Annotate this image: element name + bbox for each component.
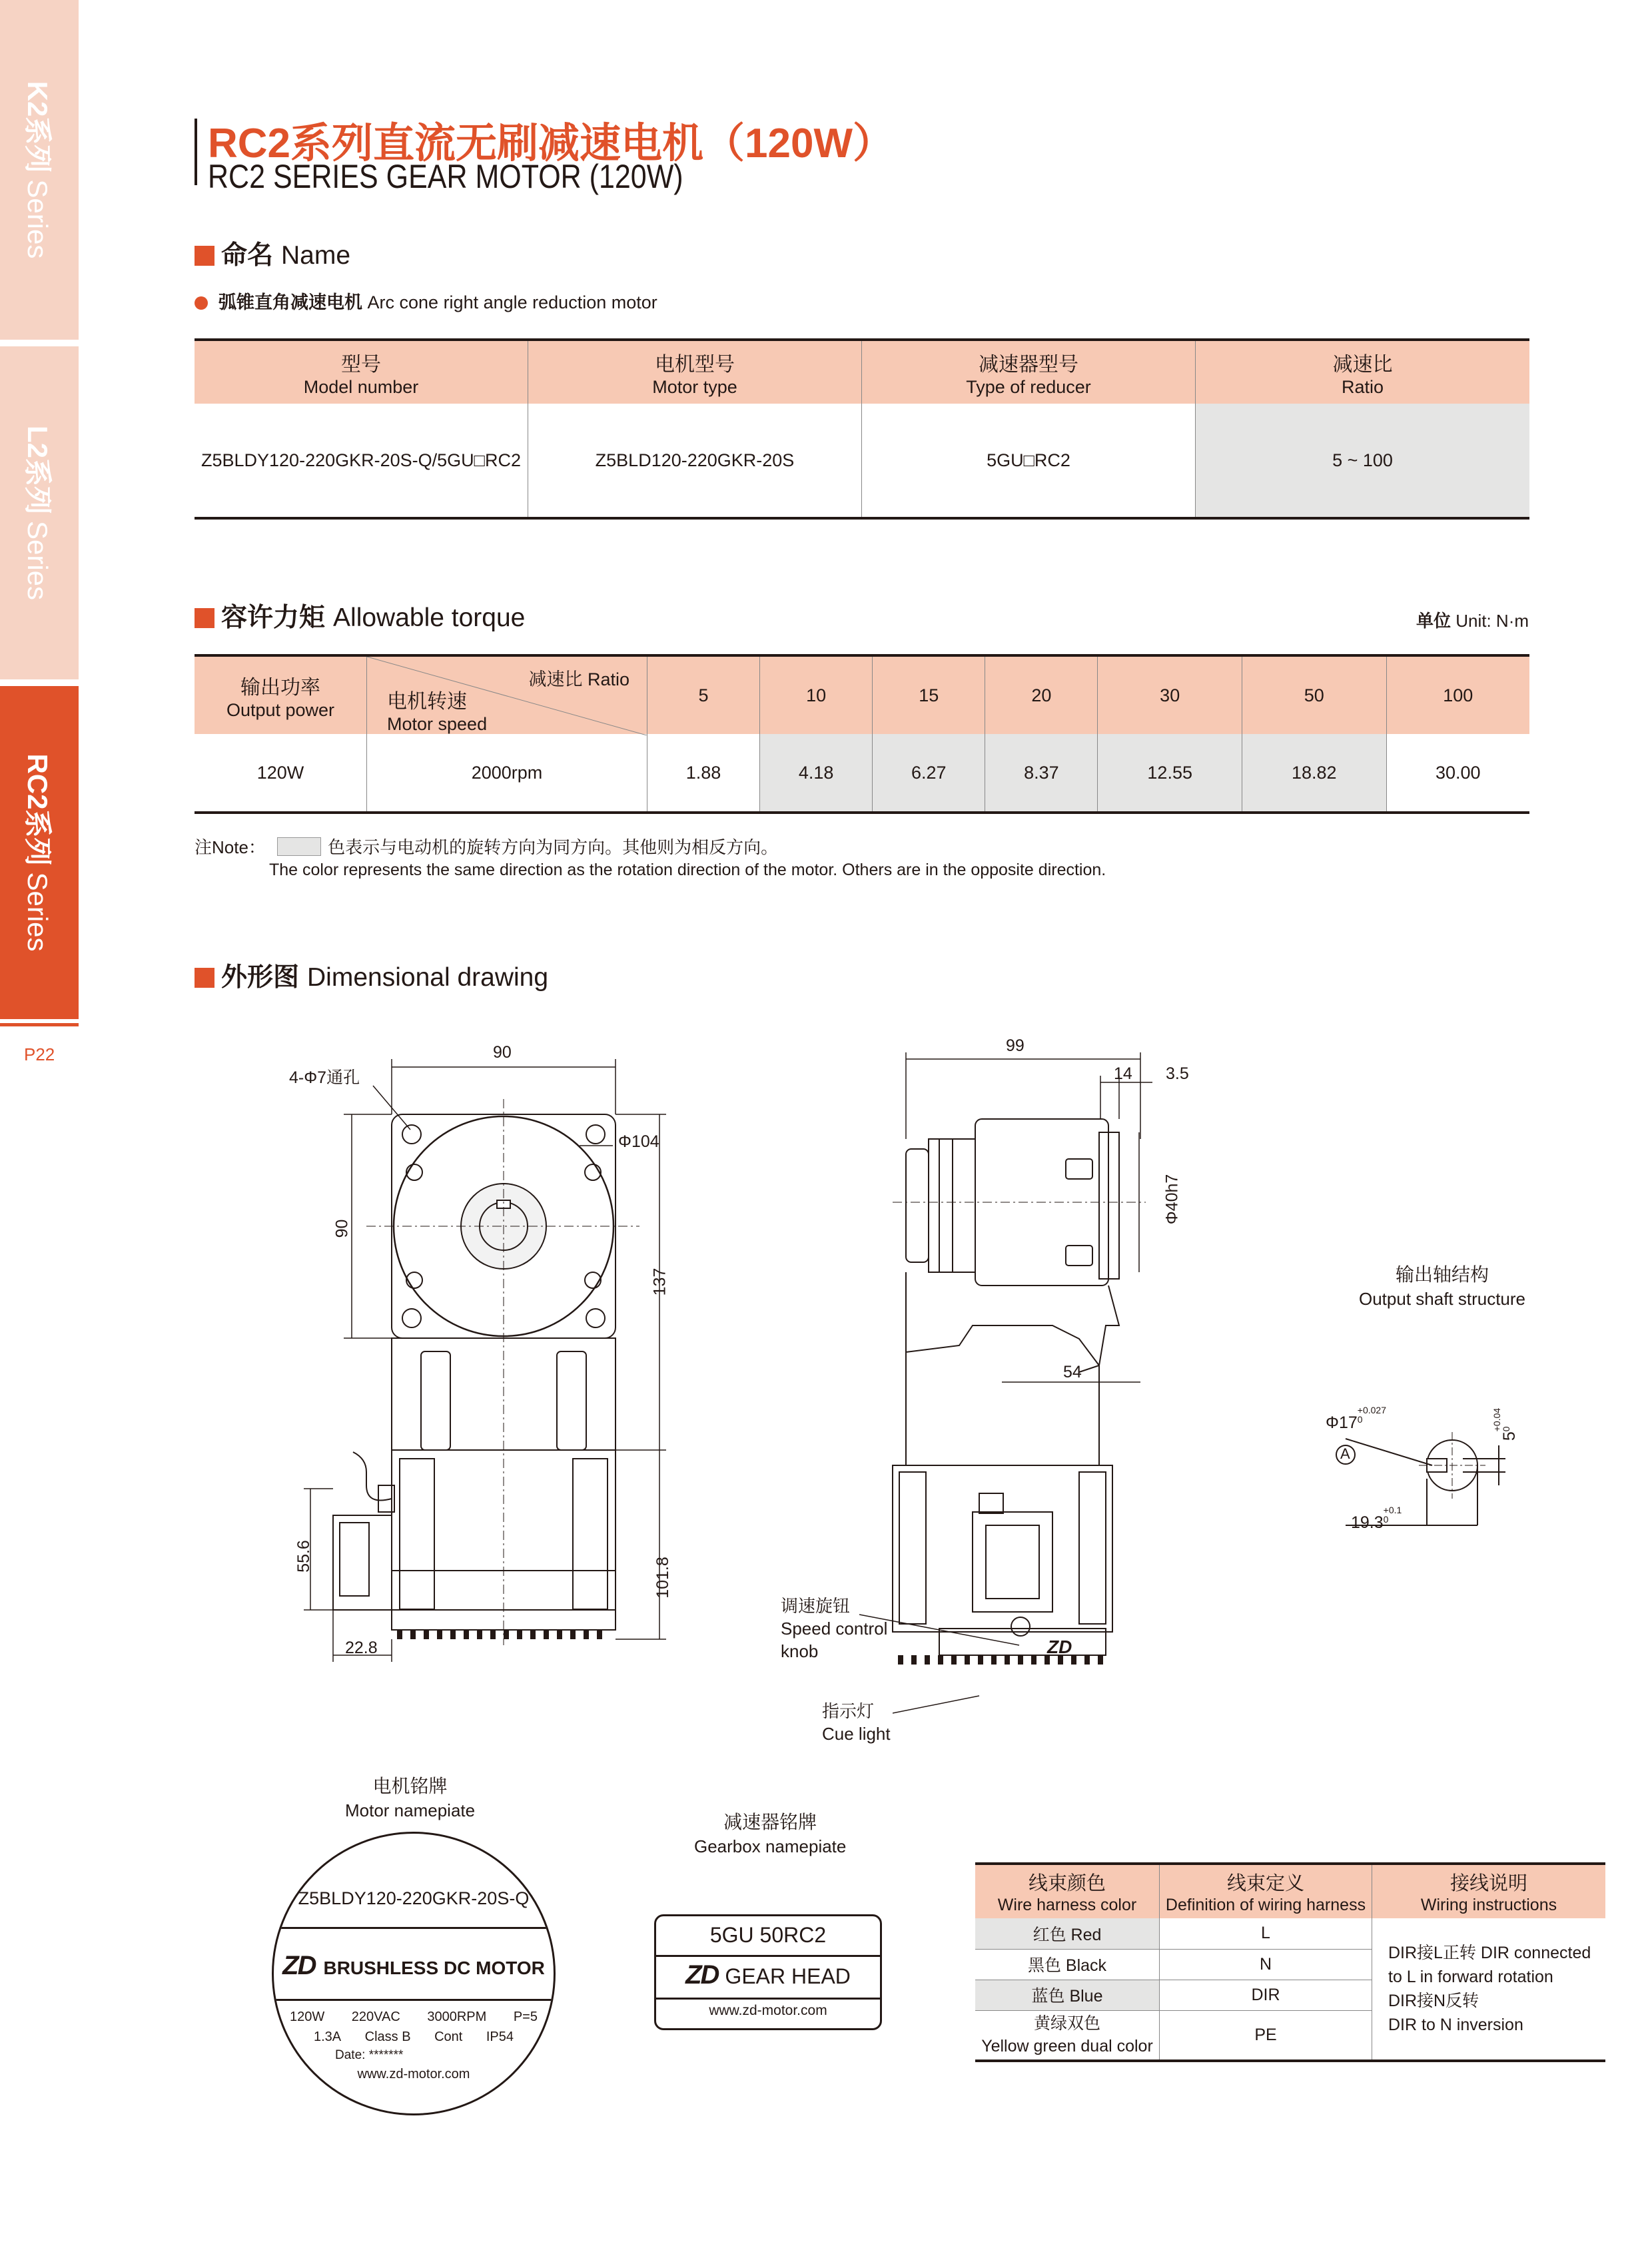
dim-14: 14 xyxy=(1114,1064,1132,1083)
zd-logo-icon: ZD xyxy=(685,1960,719,1990)
name-cell-motor: Z5BLD120-220GKR-20S xyxy=(528,404,862,518)
dim-22-8: 22.8 xyxy=(345,1639,378,1657)
gearbox-nameplate-model: 5GU 50RC2 xyxy=(709,1923,827,1947)
motor-nameplate-band2 xyxy=(274,1999,554,2001)
gearbox-nameplate-line xyxy=(656,1955,880,1957)
title-bar xyxy=(195,119,197,185)
torque-header-power: 输出功率 Output power xyxy=(195,655,367,734)
wiring-instructions-cell: DIR接L正转 DIR connected to L in forward rotation DIR接N反转 DIR to N inversion xyxy=(1388,1944,1591,2034)
torque-ratio-20: 20 xyxy=(985,655,1098,734)
page-number: P22 xyxy=(24,1044,55,1064)
wiring-header-def: 线束定义 Definition of wiring harness xyxy=(1160,1864,1372,1918)
dim-90-top: 90 xyxy=(493,1043,512,1062)
dim-99: 99 xyxy=(1006,1036,1025,1055)
wiring-header-color: 线束颜色 Wire harness color xyxy=(975,1864,1160,1918)
dim-phi40: Φ40h7 xyxy=(1162,1174,1182,1225)
motor-nameplate-row1: 120W 220VAC 3000RPM P=5 xyxy=(290,2010,538,2024)
motor-nameplate-model: Z5BLDY120-220GKR-20S-Q xyxy=(298,1888,530,1908)
torque-header-ratio-label: 减速比 Ratio xyxy=(528,669,629,689)
name-cell-reducer: 5GU□RC2 xyxy=(862,404,1196,518)
cue-leader xyxy=(893,1692,986,1718)
shaft-datum: A xyxy=(1340,1445,1350,1462)
side-tab-k2-label: K2系列Series xyxy=(22,81,53,259)
name-header-motor: 电机型号 Motor type xyxy=(528,340,862,404)
motor-nameplate-brand-row: ZD BRUSHLESS DC MOTOR xyxy=(282,1951,545,1980)
dim-54: 54 xyxy=(1063,1363,1082,1381)
wiring-color-cell: 黄绿双色 Yellow green dual color xyxy=(975,2010,1160,2061)
torque-ratio-30: 30 xyxy=(1098,655,1242,734)
gearbox-nameplate-web: www.zd-motor.com xyxy=(709,2003,827,2018)
torque-ratio-100: 100 xyxy=(1443,685,1473,705)
wiring-def-cell: L xyxy=(1160,1918,1372,1949)
torque-value: 6.27 xyxy=(873,734,985,813)
torque-value: 18.82 xyxy=(1242,734,1386,813)
torque-value: 30.00 xyxy=(1435,762,1481,783)
note-line2: The color represents the same direction as the rotation direction of the motor. Others are in the opposite direction. xyxy=(269,861,1106,879)
dim-137: 137 xyxy=(650,1268,669,1296)
shaft-d5: 5+0.04 0 xyxy=(1491,1407,1519,1441)
torque-value: 12.55 xyxy=(1098,734,1242,813)
motor-nameplate-caption: 电机铭牌 Motor namepiate xyxy=(345,1776,476,1820)
drawing-heading: 外形图 Dimensional drawing xyxy=(195,956,548,994)
wiring-def-cell: DIR xyxy=(1160,1980,1372,2010)
motor-nameplate-date: Date: ******* xyxy=(335,2048,404,2062)
name-cell-model: Z5BLDY120-220GKR-20S-Q/5GU□RC2 xyxy=(195,404,528,518)
torque-header-speed-ratio xyxy=(367,655,647,734)
note-swatch xyxy=(277,837,321,856)
wiring-def-cell: PE xyxy=(1160,2010,1372,2061)
gearbox-nameplate-caption: 减速器铭牌 Gearbox namepiate xyxy=(694,1812,847,1856)
svg-text:ZD: ZD xyxy=(1047,1637,1072,1657)
dim-101-8: 101.8 xyxy=(653,1557,672,1599)
side-tab-l2[interactable] xyxy=(0,346,79,679)
dim-3-5: 3.5 xyxy=(1166,1064,1189,1083)
motor-nameplate-band xyxy=(274,1927,554,1929)
tab-underline xyxy=(0,1023,79,1026)
wiring-color-cell: 红色 Red xyxy=(975,1918,1160,1949)
torque-ratio-50: 50 xyxy=(1242,655,1386,734)
motor-nameplate xyxy=(272,1832,556,2115)
shaft-title: 输出轴结构 Output shaft structure xyxy=(1359,1264,1526,1309)
torque-value: 4.18 xyxy=(760,734,873,813)
torque-heading: 容许力矩 Allowable torque xyxy=(195,597,525,634)
gearbox-nameplate-line2 xyxy=(656,1998,880,2000)
knob-leader xyxy=(859,1612,1032,1652)
wiring-def-cell: N xyxy=(1160,1949,1372,1980)
motor-nameplate-row2: 1.3A Class B Cont IP54 xyxy=(314,2030,514,2044)
torque-ratio-10: 10 xyxy=(760,655,873,734)
dim-holes: 4-Φ7通孔 xyxy=(289,1068,360,1087)
gearbox-nameplate xyxy=(654,1914,882,2030)
page-title-en: RC2 SERIES GEAR MOTOR (120W) xyxy=(208,158,683,195)
name-header-model: 型号 Model number xyxy=(195,340,528,404)
torque-table xyxy=(195,654,1529,814)
motor-nameplate-web: www.zd-motor.com xyxy=(357,2067,470,2081)
name-header-reducer: 减速器型号 Type of reducer xyxy=(862,340,1196,404)
torque-value: 1.88 xyxy=(647,734,760,813)
side-tab-l2-label: L2系列Series xyxy=(22,425,53,601)
gearbox-nameplate-brand-row: ZD GEAR HEAD xyxy=(685,1960,851,1990)
cue-light-label: 指示灯 Cue light xyxy=(822,1701,891,1744)
knob-label: 调速旋钮 Speed control knob xyxy=(781,1596,888,1661)
torque-header-speed-label: 电机转速 Motor speed xyxy=(387,691,488,734)
shaft-d19-3: 19.3+0.1 0 xyxy=(1351,1505,1402,1532)
torque-ratio-15: 15 xyxy=(873,655,985,734)
note-line1: 注Note： 色表示与电动机的旋转方向为同方向。其他则为相反方向。 xyxy=(195,837,779,857)
wiring-header-instructions: 接线说明 Wiring instructions xyxy=(1420,1873,1557,1914)
dim-55-6: 55.6 xyxy=(294,1540,313,1573)
name-cell-ratio: 5 ~ 100 xyxy=(1196,404,1530,518)
page-title-cn: RC2系列直流无刷减速电机（120W） xyxy=(208,121,894,167)
wiring-color-cell: 黑色 Black xyxy=(975,1949,1160,1980)
torque-value: 8.37 xyxy=(985,734,1098,813)
side-tab-rc2[interactable] xyxy=(0,686,79,1019)
torque-unit: 单位 Unit: N·m xyxy=(1416,611,1529,631)
wiring-color-cell: 蓝色 Blue xyxy=(975,1980,1160,2010)
torque-cell-speed: 2000rpm xyxy=(367,734,647,813)
zd-logo-icon: ZD xyxy=(282,1951,316,1980)
wiring-table xyxy=(975,1862,1605,2062)
side-tab-k2[interactable] xyxy=(0,0,79,340)
torque-ratio-5: 5 xyxy=(647,655,760,734)
name-heading: 命名 Name xyxy=(195,234,350,272)
dim-phi104: Φ104 xyxy=(618,1132,659,1151)
shaft-phi17: Φ17+0.027 0 xyxy=(1326,1405,1386,1432)
torque-cell-power: 120W xyxy=(195,734,367,813)
dim-90-side: 90 xyxy=(332,1219,352,1238)
name-header-ratio: 减速比 Ratio xyxy=(1332,353,1393,397)
name-table xyxy=(195,338,1529,520)
name-bullet: 弧锥直角减速电机 Arc cone right angle reduction motor xyxy=(195,288,657,314)
side-tab-rc2-label: RC2系列Series xyxy=(22,753,53,952)
